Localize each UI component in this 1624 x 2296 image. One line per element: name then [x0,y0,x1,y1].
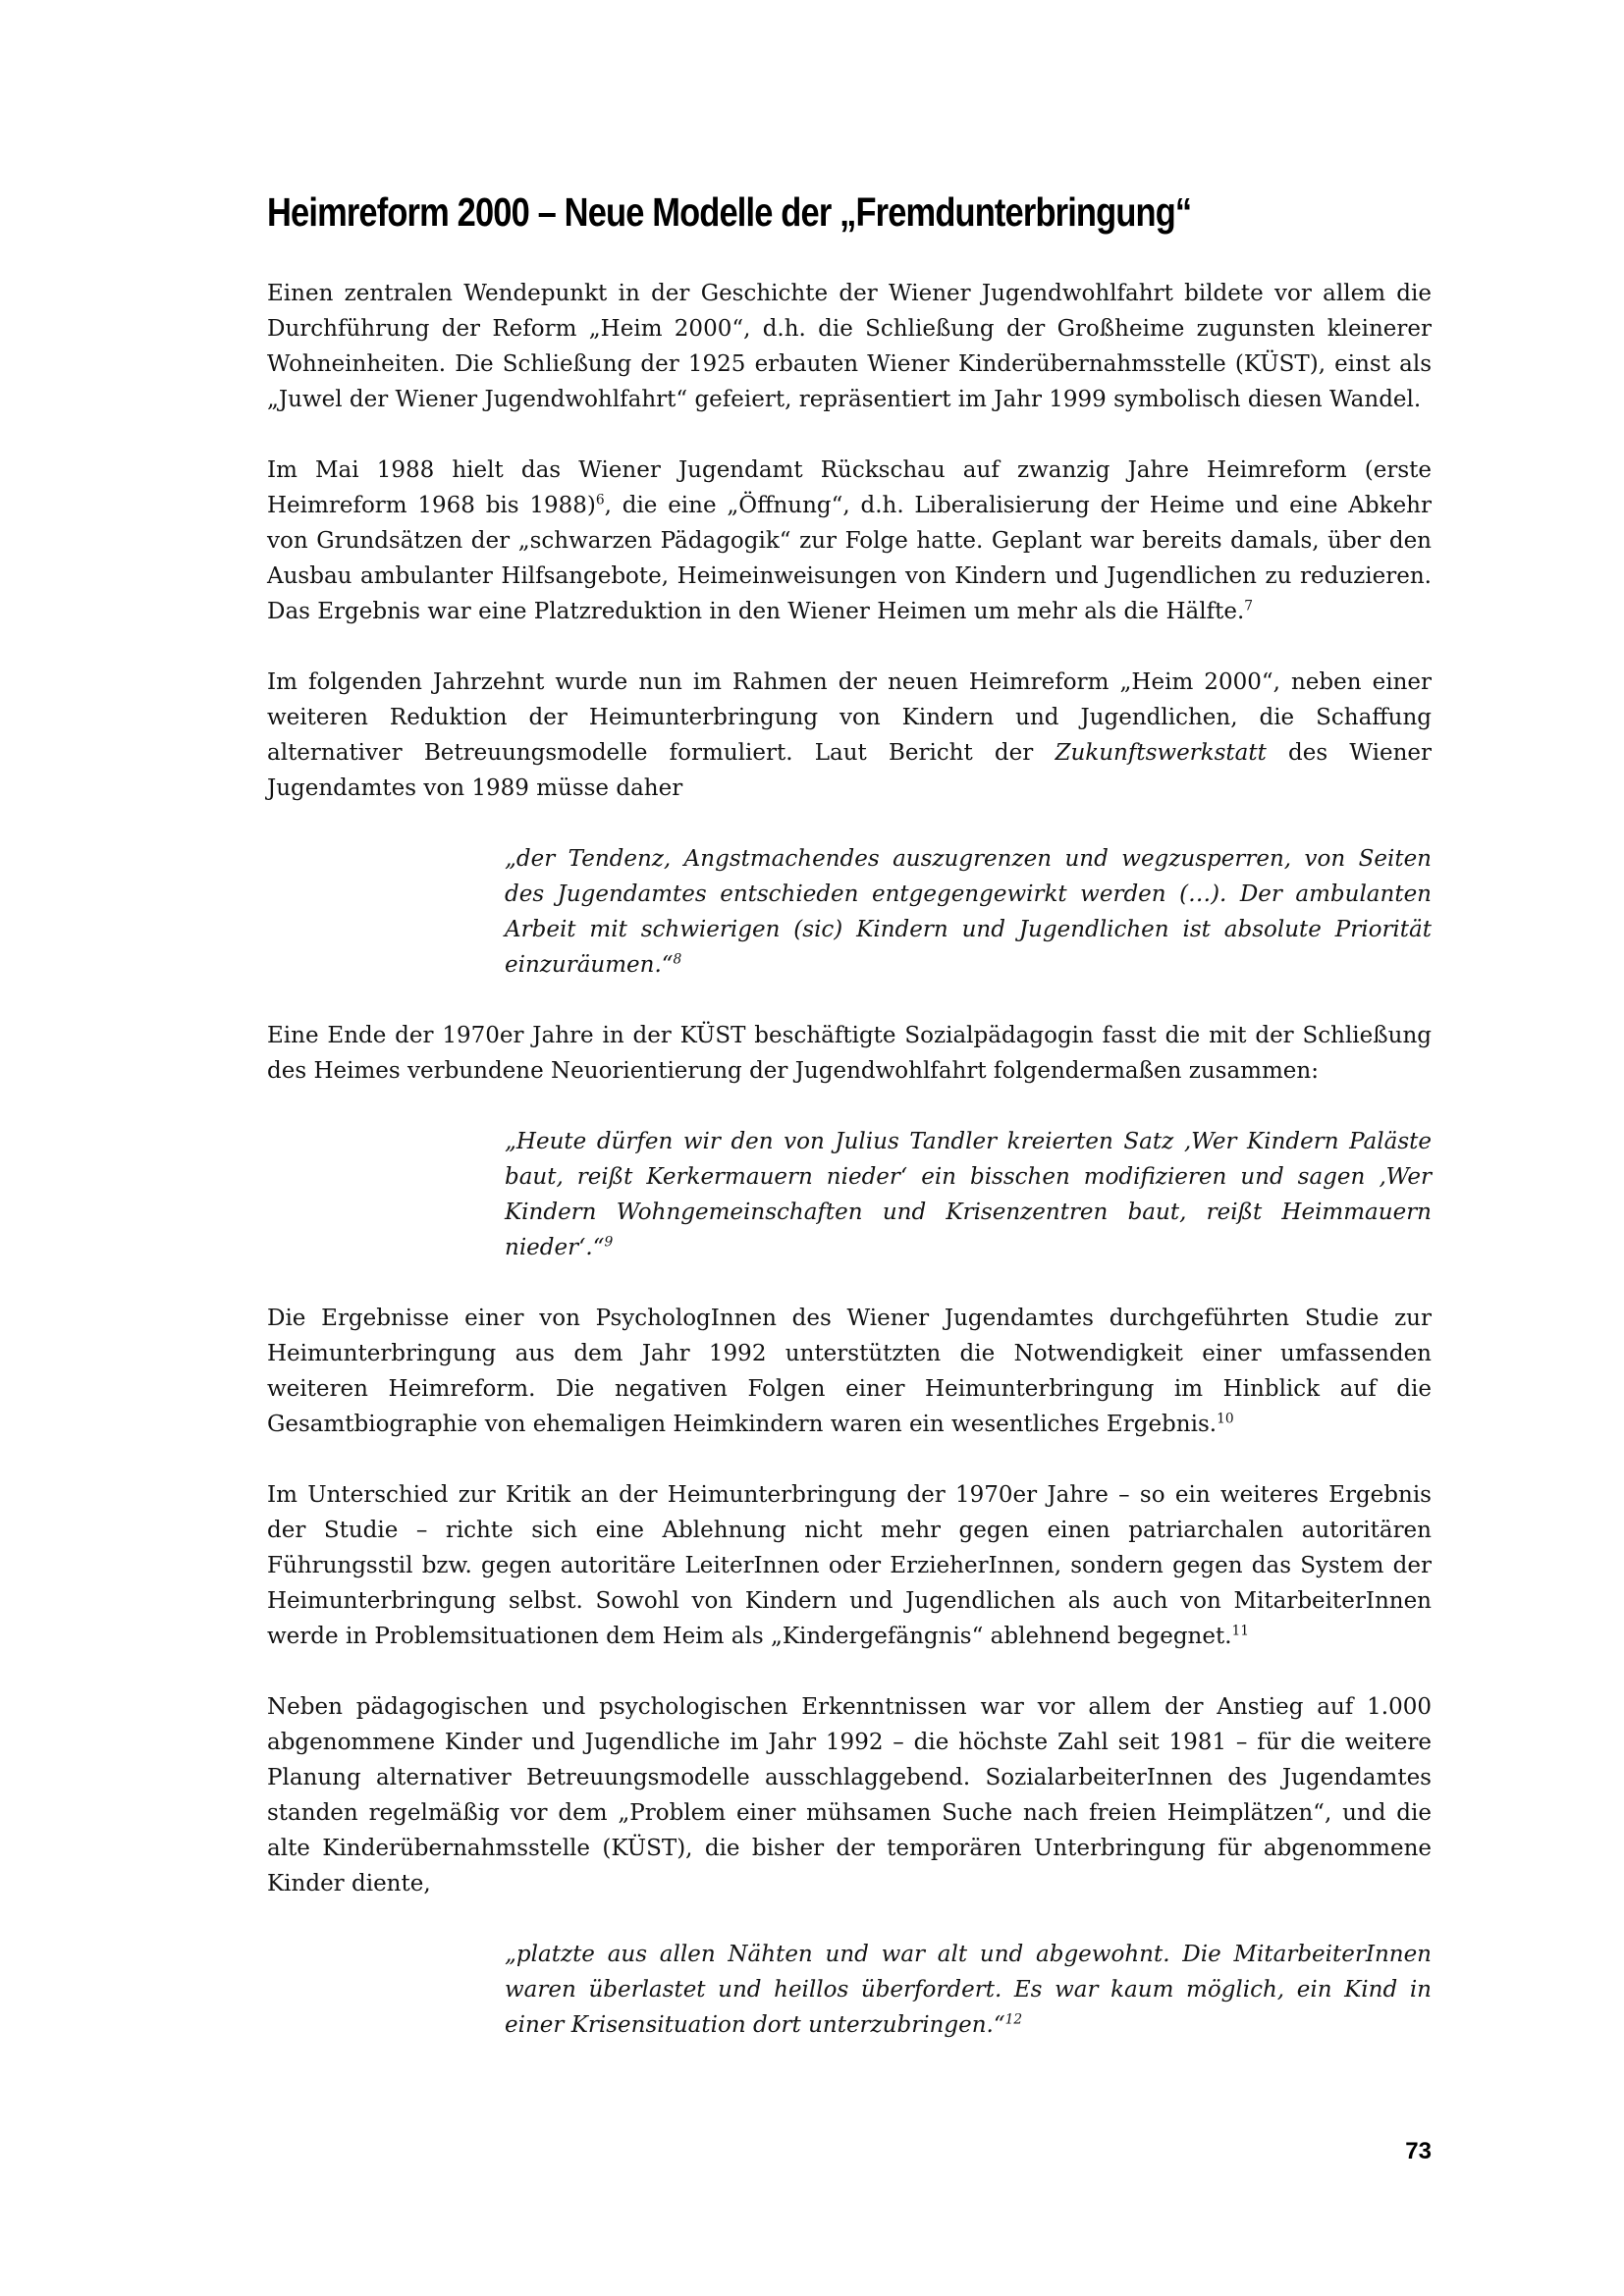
text-run: „der Tendenz, Angstmachendes auszugrenzen und wegzusperren, von Seiten des Jugendamtes entschieden entgegengewirkt werden (…). Der ambulanten Arbeit mit schwierigen (sic) Kindern und Jugendlichen ist absolute Priorität einzuräumen.“ [505,846,1432,978]
paragraph [267,1018,1432,1089]
text-run: Einen zentralen Wendepunkt in der Geschichte der Wiener Jugendwohlfahrt bildete vor allem die Durchführung der Reform „Heim 2000“, d.h. die Schließung der Großheime zugunsten kleinerer Wohneinheiten. Die Schließung der 1925 erbauten Wiener Kinderübernahmsstelle (KÜST), einst als „Juwel der Wiener Jugendwohlfahrt“ gefeiert, repräsentiert im Jahr 1999 symbolisch diesen Wandel. [267,281,1432,412]
text-run: Die Ergebnisse einer von PsychologInnen des Wiener Jugendamtes durchgeführten Studie zur Heimunterbringung aus dem Jahr 1992 unterstützten die Notwendigkeit einer umfassenden weiteren Heimreform. Die negativen Folgen einer Heimunterbringung im Hinblick auf die Gesamtbiographie von ehemaligen Heimkindern waren ein wesentliches Ergebnis. [267,1306,1432,1437]
page-number: 73 [1405,2138,1432,2164]
paragraph [267,1689,1432,1901]
footnote-reference: 6 [595,492,605,508]
text-run: , die eine „Öffnung“, d.h. Liberalisierung der Heime und eine Abkehr von Grundsätzen der „schwarzen Pädagogik“ zur Folge hatte. Geplant war bereits damals, über den Ausbau ambulanter Hilfsangebote, Heimeinweisungen von Kindern und Jugendlichen zu reduzieren. Das Ergebnis war eine Platzreduktion in den Wiener Heimen um mehr als die Hälfte. [267,493,1432,624]
paragraph [267,1477,1432,1654]
block-quote [505,1937,1432,2043]
text-run: „platzte aus allen Nähten und war alt und abgewohnt. Die MitarbeiterInnen waren überlastet und heillos überfordert. Es war kaum möglich, ein Kind in einer Krisensituation dort unterzubringen.“ [505,1942,1432,2038]
text-run: des Wiener Jugendamtes von 1989 müsse daher [267,740,1433,801]
block-quote [505,1124,1432,1265]
page-title: Heimreform 2000 – Neue Modelle der „Fremdunterbringung“ [267,189,1192,235]
text-run: Zukunftswerkstatt [1055,740,1267,766]
paragraph [267,1301,1432,1442]
text-run: Neben pädagogischen und psychologischen Erkenntnissen war vor allem der Anstieg auf 1.000 abgenommene Kinder und Jugendliche im Jahr 1992 – die höchste Zahl seit 1981 – für die weitere Planung alternativer Betreuungsmodelle ausschlaggebend. SozialarbeiterInnen des Jugendamtes standen regelmäßig vor dem „Problem einer mühsamen Suche nach freien Heimplätzen“, und die alte Kinderübernahmsstelle (KÜST), die bisher der temporären Unterbringung für abgenommene Kinder diente, [267,1694,1432,1896]
block-quote [505,841,1432,983]
content-blocks [267,276,1432,2043]
footnote-reference: 8 [673,951,682,968]
text-run: „Heute dürfen wir den von Julius Tandler kreierten Satz ‚Wer Kindern Paläste baut, reißt Kerkermauern nieder‘ ein bisschen modifizieren und sagen ‚Wer Kindern Wohngemeinschaften und Krisenzentren baut, reißt Heimmauern nieder‘.“ [505,1129,1432,1260]
paragraph [267,665,1432,806]
footnote-reference: 10 [1217,1411,1234,1427]
text-run: Im Mai 1988 hielt das Wiener Jugendamt Rückschau auf zwanzig Jahre Heimreform (erste Heimreform 1968 bis 1988) [267,457,1432,518]
text-column [267,189,1433,2078]
footnote-reference: 7 [1244,598,1254,614]
paragraph [267,453,1432,629]
footnote-reference: 11 [1231,1623,1250,1639]
text-run: Im Unterschied zur Kritik an der Heimunterbringung der 1970er Jahre – so ein weiteres Ergebnis der Studie – richte sich eine Ablehnung nicht mehr gegen einen patriarchalen autoritären Führungsstil bzw. gegen autoritäre LeiterInnen oder ErzieherInnen, sondern gegen das System der Heimunterbringung selbst. Sowohl von Kindern und Jugendlichen als auch von MitarbeiterInnen werde in Problemsituationen dem Heim als „Kindergefängnis“ ablehnend begegnet. [267,1482,1432,1649]
footnote-reference: 12 [1004,2011,1023,2028]
text-run: Eine Ende der 1970er Jahre in der KÜST beschäftigte Sozialpädagogin fasst die mit der Schließung des Heimes verbundene Neuorientierung der Jugendwohlfahrt folgendermaßen zusammen: [267,1023,1432,1084]
footnote-reference: 9 [604,1234,614,1251]
paragraph [267,276,1432,417]
text-run: Im folgenden Jahrzehnt wurde nun im Rahmen der neuen Heimreform „Heim 2000“, neben einer weiteren Reduktion der Heimunterbringung von Kindern und Jugendlichen, die Schaffung alternativer Betreuungsmodelle formuliert. Laut Bericht der [267,669,1432,766]
